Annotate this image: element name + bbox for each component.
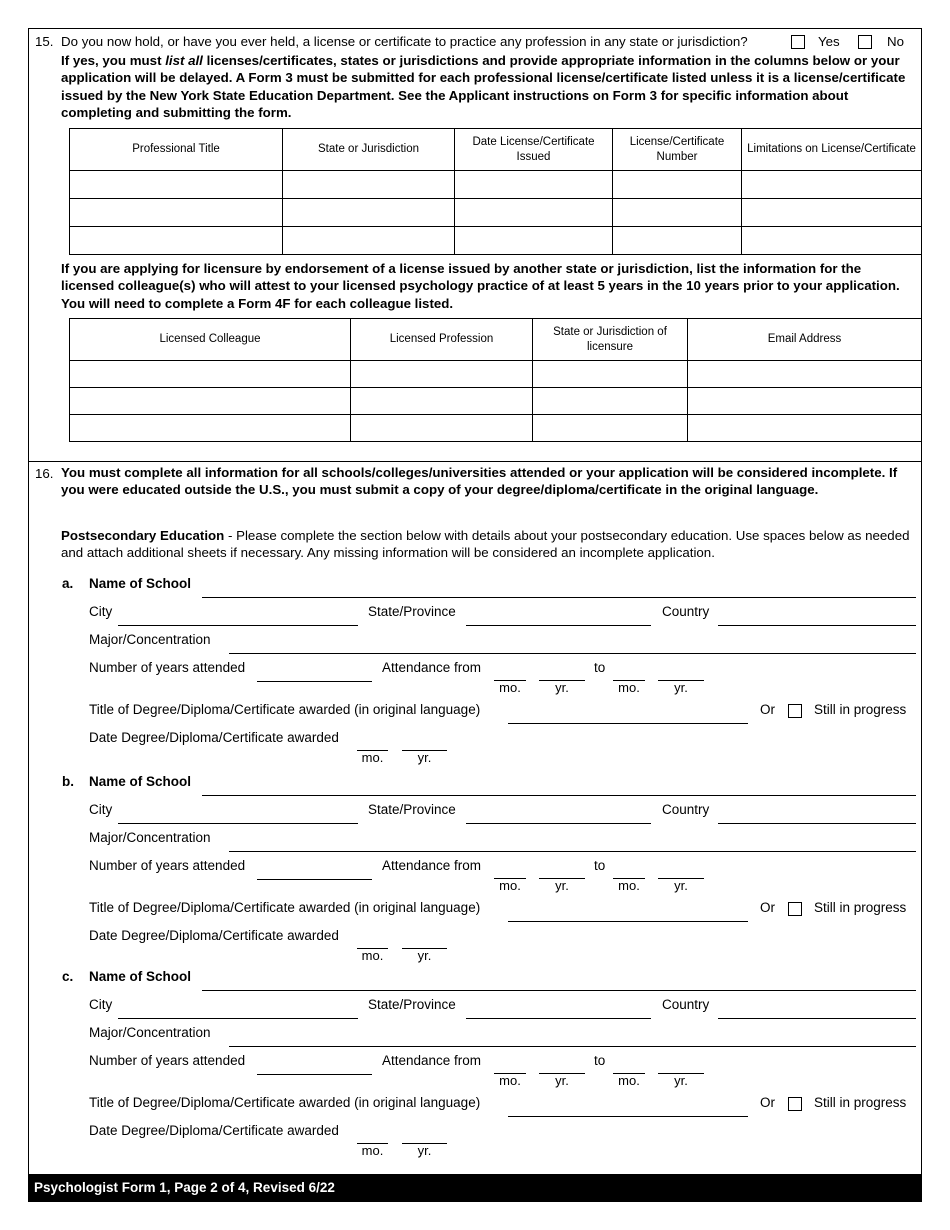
state-province-field[interactable]	[466, 625, 651, 626]
city-label: City	[89, 997, 113, 1012]
country-field[interactable]	[718, 823, 916, 824]
or-label: Or	[760, 900, 775, 915]
years-attended-label: Number of years attended	[89, 660, 246, 675]
years-attended-label: Number of years attended	[89, 1053, 246, 1068]
city-field[interactable]	[118, 823, 358, 824]
degree-title-field[interactable]	[508, 1116, 748, 1117]
yes-checkbox[interactable]	[791, 35, 805, 49]
awarded-month-caption: mo.	[361, 750, 384, 765]
name-of-school-field[interactable]	[202, 795, 916, 796]
school-letter: b.	[62, 774, 74, 789]
from-month-caption: mo.	[499, 680, 521, 695]
colleague-cell[interactable]	[688, 415, 922, 442]
country-field[interactable]	[718, 1018, 916, 1019]
education-instructions: You must complete all information for all schools/colleges/universities attended or your application will be considered incomplete. If you were educated outside the U.S., you must submit a copy of your degree/diploma/certificate in the original language.	[61, 465, 898, 498]
major-field[interactable]	[229, 851, 916, 852]
question-15-text: Do you now hold, or have you ever held, a license or certificate to practice any profession in any state or jurisdiction?	[61, 34, 748, 49]
colleague-cell[interactable]	[70, 388, 351, 415]
license-cell[interactable]	[283, 171, 455, 199]
colleague-header-profession: Licensed Profession	[351, 319, 533, 361]
colleague-table	[69, 318, 922, 442]
state-province-label: State/Province	[368, 802, 456, 817]
colleague-cell[interactable]	[70, 415, 351, 442]
still-in-progress-checkbox[interactable]	[788, 1097, 802, 1111]
degree-title-label: Title of Degree/Diploma/Certificate awarded (in original language)	[89, 900, 481, 915]
city-field[interactable]	[118, 1018, 358, 1019]
country-label: Country	[662, 997, 710, 1012]
no-checkbox[interactable]	[858, 35, 872, 49]
yes-label: Yes	[818, 34, 840, 49]
awarded-month-caption: mo.	[361, 1143, 384, 1158]
from-month-caption: mo.	[499, 878, 521, 893]
postsecondary-instructions: Postsecondary Education - Please complete the section below with details about your postsecondary education. Use spaces below as needed and attach additional sheets if necessary. Any missing information will be considered an incomplete application.	[61, 528, 910, 561]
colleague-cell[interactable]	[533, 388, 688, 415]
from-month-caption: mo.	[499, 1073, 521, 1088]
endorsement-instructions: If you are applying for licensure by endorsement of a license issued by another state or jurisdiction, list the information for the licensed colleague(s) who will attest to your licensed psychology practice of at least 5 years in the 10 years prior to your application. You will need to complete a Form 4F for each colleague listed.	[61, 261, 900, 311]
degree-title-label: Title of Degree/Diploma/Certificate awarded (in original language)	[89, 702, 481, 717]
school-letter: c.	[62, 969, 74, 984]
name-of-school-label: Name of School	[89, 774, 192, 789]
table-row	[70, 415, 922, 442]
question-16-number: 16.	[35, 466, 54, 481]
awarded-year-caption: yr.	[417, 948, 432, 963]
awarded-month-caption: mo.	[361, 948, 384, 963]
license-table	[69, 128, 922, 255]
license-cell[interactable]	[742, 199, 922, 227]
license-cell[interactable]	[742, 171, 922, 199]
colleague-cell[interactable]	[533, 361, 688, 388]
years-attended-label: Number of years attended	[89, 858, 246, 873]
license-cell[interactable]	[70, 199, 283, 227]
country-label: Country	[662, 604, 710, 619]
to-month-caption: mo.	[618, 680, 640, 695]
colleague-header-state: State or Jurisdiction of licensure	[533, 319, 688, 361]
license-cell[interactable]	[613, 199, 742, 227]
license-header-title: Professional Title	[70, 129, 283, 171]
table-row	[70, 227, 922, 255]
section-divider	[28, 461, 922, 462]
license-cell[interactable]	[283, 227, 455, 255]
no-label: No	[887, 34, 904, 49]
years-attended-field[interactable]	[257, 681, 372, 682]
date-awarded-label: Date Degree/Diploma/Certificate awarded	[89, 730, 339, 745]
or-label: Or	[760, 1095, 775, 1110]
colleague-cell[interactable]	[533, 415, 688, 442]
colleague-cell[interactable]	[351, 388, 533, 415]
to-label: to	[594, 1053, 606, 1068]
from-year-caption: yr.	[555, 1073, 569, 1088]
name-of-school-label: Name of School	[89, 576, 192, 591]
colleague-cell[interactable]	[70, 361, 351, 388]
license-cell[interactable]	[742, 227, 922, 255]
city-label: City	[89, 802, 113, 817]
still-in-progress-checkbox[interactable]	[788, 902, 802, 916]
license-cell[interactable]	[455, 171, 613, 199]
name-of-school-field[interactable]	[202, 597, 916, 598]
awarded-year-caption: yr.	[417, 1143, 432, 1158]
still-in-progress-label: Still in progress	[814, 1095, 907, 1110]
table-row	[70, 171, 922, 199]
major-field[interactable]	[229, 653, 916, 654]
colleague-cell[interactable]	[351, 361, 533, 388]
state-province-field[interactable]	[466, 1018, 651, 1019]
or-label: Or	[760, 702, 775, 717]
date-awarded-label: Date Degree/Diploma/Certificate awarded	[89, 928, 339, 943]
colleague-cell[interactable]	[688, 361, 922, 388]
table-row	[70, 199, 922, 227]
awarded-year-caption: yr.	[417, 750, 432, 765]
colleague-header-name: Licensed Colleague	[70, 319, 351, 361]
date-awarded-label: Date Degree/Diploma/Certificate awarded	[89, 1123, 339, 1138]
to-year-caption: yr.	[674, 1073, 688, 1088]
license-cell[interactable]	[613, 171, 742, 199]
city-label: City	[89, 604, 113, 619]
school-letter: a.	[62, 576, 74, 591]
years-attended-field[interactable]	[257, 1074, 372, 1075]
from-year-caption: yr.	[555, 680, 569, 695]
state-province-label: State/Province	[368, 997, 456, 1012]
to-year-caption: yr.	[674, 878, 688, 893]
to-label: to	[594, 660, 606, 675]
license-cell[interactable]	[613, 227, 742, 255]
major-label: Major/Concentration	[89, 1025, 211, 1040]
years-attended-field[interactable]	[257, 879, 372, 880]
license-cell[interactable]	[455, 227, 613, 255]
degree-title-field[interactable]	[508, 723, 748, 724]
colleague-header-email: Email Address	[688, 319, 922, 361]
table-row	[70, 388, 922, 415]
still-in-progress-label: Still in progress	[814, 900, 907, 915]
degree-title-label: Title of Degree/Diploma/Certificate awarded (in original language)	[89, 1095, 481, 1110]
name-of-school-label: Name of School	[89, 969, 192, 984]
table-row	[70, 361, 922, 388]
colleague-cell[interactable]	[351, 415, 533, 442]
state-province-field[interactable]	[466, 823, 651, 824]
name-of-school-field[interactable]	[202, 990, 916, 991]
license-header-state: State or Jurisdiction	[283, 129, 455, 171]
to-month-caption: mo.	[618, 878, 640, 893]
from-year-caption: yr.	[555, 878, 569, 893]
still-in-progress-checkbox[interactable]	[788, 704, 802, 718]
license-header-limitations: Limitations on License/Certificate	[742, 129, 922, 171]
license-cell[interactable]	[70, 227, 283, 255]
country-label: Country	[662, 802, 710, 817]
still-in-progress-label: Still in progress	[814, 702, 907, 717]
to-month-caption: mo.	[618, 1073, 640, 1088]
city-field[interactable]	[118, 625, 358, 626]
major-label: Major/Concentration	[89, 632, 211, 647]
page-footer: Psychologist Form 1, Page 2 of 4, Revised 6/22	[28, 1174, 922, 1202]
country-field[interactable]	[718, 625, 916, 626]
license-cell[interactable]	[455, 199, 613, 227]
degree-title-field[interactable]	[508, 921, 748, 922]
major-label: Major/Concentration	[89, 830, 211, 845]
attendance-from-label: Attendance from	[382, 858, 482, 873]
license-cell[interactable]	[283, 199, 455, 227]
colleague-cell[interactable]	[688, 388, 922, 415]
license-header-date: Date License/Certificate Issued	[455, 129, 613, 171]
license-header-number: License/Certificate Number	[613, 129, 742, 171]
attendance-from-label: Attendance from	[382, 660, 482, 675]
state-province-label: State/Province	[368, 604, 456, 619]
license-cell[interactable]	[70, 171, 283, 199]
to-year-caption: yr.	[674, 680, 688, 695]
license-instructions: If yes, you must list all licenses/certificates, states or jurisdictions and provide appropriate information in the columns below or your application will be delayed. A Form 3 must be submitted for each professional license/certificate listed unless it is a license/certificate issued by the New York State Education Department. See the Applicant instructions on Form 3 for specific information about completing and submitting the form.	[61, 53, 906, 120]
question-15-number: 15.	[35, 34, 54, 49]
attendance-from-label: Attendance from	[382, 1053, 482, 1068]
to-label: to	[594, 858, 606, 873]
major-field[interactable]	[229, 1046, 916, 1047]
